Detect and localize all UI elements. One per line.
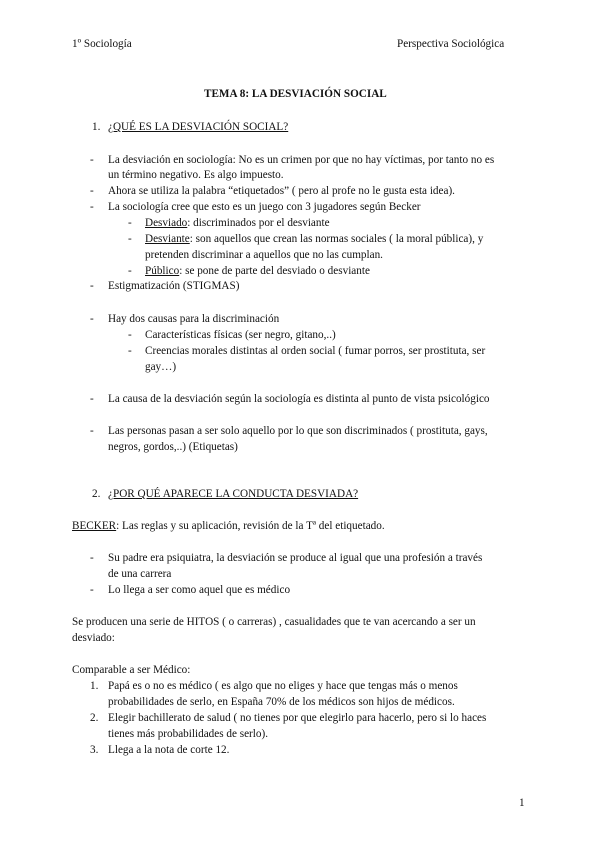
section-2-heading: ¿POR QUÉ APARECE LA CONDUCTA DESVIADA?: [108, 488, 359, 500]
page-number: 1: [519, 797, 525, 809]
section-2-number: 2.: [92, 488, 101, 500]
sub-bullet-dash: -: [128, 345, 132, 357]
s1-bullet-2: Ahora se utiliza la palabra “etiquetados” ( pero al profe no le gusta esta idea).: [108, 185, 455, 197]
numbered-item-3-line-1: Llega a la nota de corte 12.: [108, 744, 230, 756]
term-becker: BECKER: [72, 520, 117, 532]
cause-2-line-1: Creencias morales distintas al orden social ( fumar porros, ser prostituta, ser: [145, 345, 486, 357]
section-1-number: 1.: [92, 121, 101, 133]
bullet-dash: -: [90, 185, 94, 197]
header-right: Perspectiva Sociológica: [397, 38, 505, 50]
publico-definition: : se pone de parte del desviado o desviante: [179, 265, 370, 277]
s2-bullet-1-line-2: de una carrera: [108, 568, 172, 580]
list-number-1: 1.: [90, 680, 99, 692]
hitos-line-1: Se producen una serie de HITOS ( o carreras) , casualidades que te van acercando a ser un: [72, 616, 476, 628]
s1-bullet-4: Estigmatización (STIGMAS): [108, 280, 240, 292]
desviante-definition: : son aquellos que crean las normas sociales ( la moral pública), y: [189, 233, 484, 245]
s2-bullet-2: Lo llega a ser como aquel que es médico: [108, 584, 291, 596]
hitos-line-2: desviado:: [72, 632, 115, 644]
desviado-definition: : discriminados por el desviante: [187, 217, 330, 229]
bullet-dash: -: [90, 313, 94, 325]
sub-bullet-dash: -: [128, 265, 132, 277]
header-left: 1º Sociología: [72, 38, 132, 50]
s1-bullet-1-line-1: La desviación en sociología: No es un crimen por que no hay víctimas, por tanto no es: [108, 154, 495, 166]
term-desviado: Desviado: [145, 217, 188, 229]
desviante-definition-line-2: pretenden discriminar a aquellos que no las cumplan.: [145, 249, 383, 261]
cause-1: Características físicas (ser negro, gitano,..): [145, 329, 336, 341]
sub-bullet-dash: -: [128, 329, 132, 341]
bullet-dash: -: [90, 552, 94, 564]
bullet-dash: -: [90, 201, 94, 213]
s2-bullet-1-line-1: Su padre era psiquiatra, la desviación se produce al igual que una profesión a través: [108, 552, 483, 564]
sub-bullet-desviante: [145, 233, 483, 245]
comparable-heading: Comparable a ser Médico:: [72, 664, 191, 676]
list-number-3: 3.: [90, 744, 99, 756]
bullet-dash: -: [90, 280, 94, 292]
numbered-item-2-line-2: tienes más probabilidades de serlo).: [108, 728, 268, 740]
s1-bullet-5: Hay dos causas para la discriminación: [108, 313, 280, 325]
s1-bullet-7-line-2: negros, gordos,..) (Etiquetas): [108, 441, 238, 453]
term-desviante: Desviante: [145, 233, 190, 245]
bullet-dash: -: [90, 154, 94, 166]
sub-bullet-dash: -: [128, 217, 132, 229]
list-number-2: 2.: [90, 712, 99, 724]
s1-bullet-6: La causa de la desviación según la sociología es distinta al punto de vista psicológico: [108, 393, 490, 405]
becker-text: : Las reglas y su aplicación, revisión de la Tª del etiquetado.: [116, 520, 385, 532]
numbered-item-1-line-1: Papá es o no es médico ( es algo que no eliges y hace que tengas más o menos: [108, 680, 458, 692]
sub-bullet-dash: -: [128, 233, 132, 245]
cause-2-line-2: gay…): [145, 361, 177, 373]
page-title: TEMA 8: LA DESVIACIÓN SOCIAL: [204, 88, 387, 100]
s1-bullet-3: La sociología cree que esto es un juego con 3 jugadores según Becker: [108, 201, 421, 213]
s1-bullet-7-line-1: Las personas pasan a ser solo aquello por lo que son discriminados ( prostituta, gays,: [108, 425, 488, 437]
bullet-dash: -: [90, 393, 94, 405]
bullet-dash: -: [90, 584, 94, 596]
numbered-item-2-line-1: Elegir bachillerato de salud ( no tienes por que elegirlo para hacerlo, pero si lo haces: [108, 712, 487, 724]
sub-bullet-desviado: [145, 217, 330, 229]
bullet-dash: -: [90, 425, 94, 437]
becker-paragraph: [72, 520, 385, 532]
section-1-heading: ¿QUÉ ES LA DESVIACIÓN SOCIAL?: [108, 121, 289, 133]
numbered-item-1-line-2: probabilidades de serlo, en España 70% de los médicos son hijos de médicos.: [108, 696, 455, 708]
sub-bullet-publico: [145, 265, 370, 277]
s1-bullet-1-line-2: un término negativo. Es algo impuesto.: [108, 169, 284, 181]
term-publico: Público: [145, 265, 180, 277]
